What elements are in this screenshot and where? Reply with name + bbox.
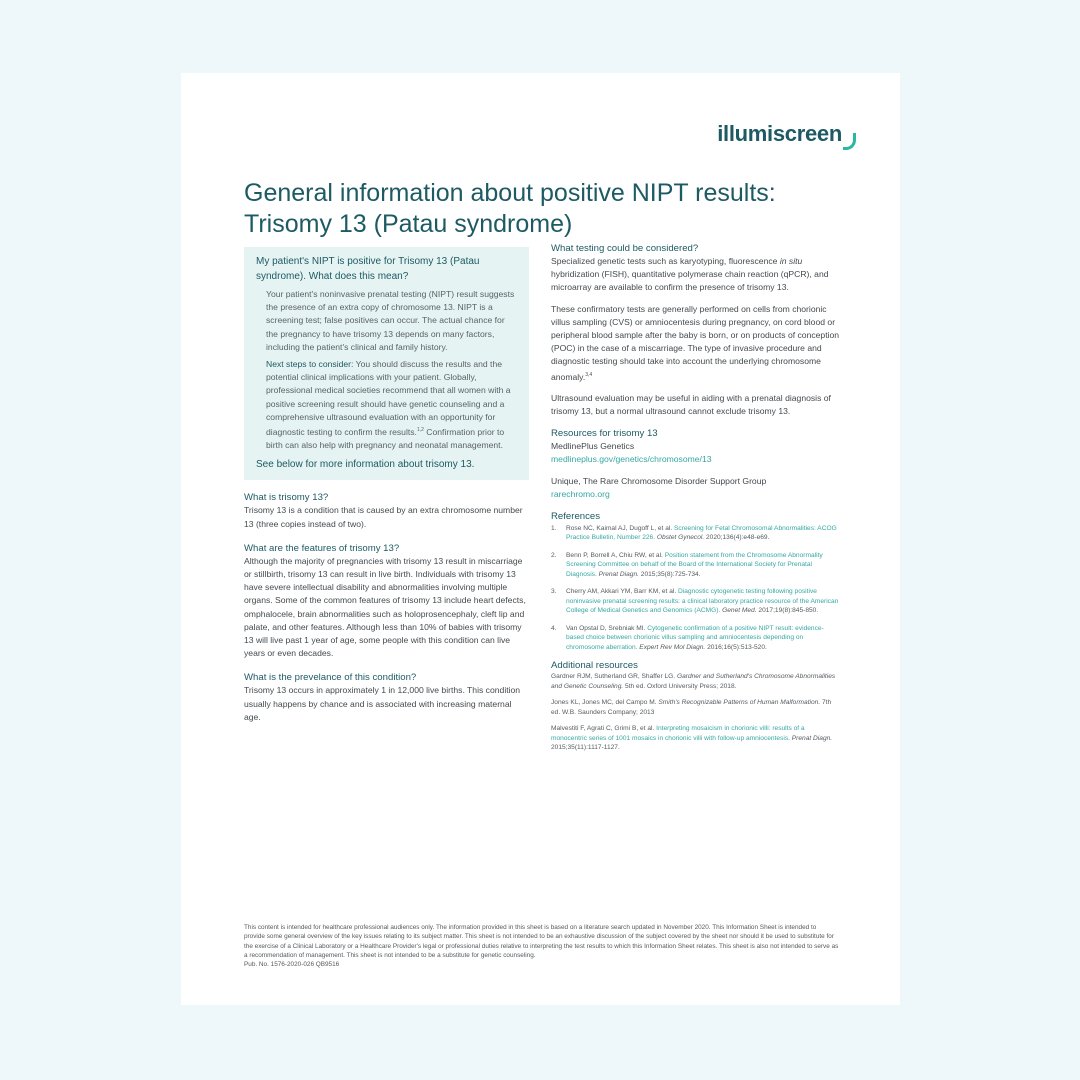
reference-item bbox=[551, 551, 841, 580]
illumiscreen-logo bbox=[717, 121, 842, 147]
references-heading: References bbox=[551, 510, 601, 522]
resources-heading: Resources for trisomy 13 bbox=[551, 428, 658, 440]
additional-heading: Additional resources bbox=[551, 660, 638, 672]
reference-authors: Rose NC, Kaimal AJ, Dugoff L, et al. bbox=[566, 524, 674, 532]
reference-number: 3. bbox=[551, 588, 557, 596]
reference-text bbox=[566, 624, 841, 653]
prevalence-heading: What is the prevelance of this condition? bbox=[244, 672, 417, 684]
section-testing bbox=[551, 243, 841, 418]
logo-swoosh-icon bbox=[843, 133, 856, 150]
testing-paragraph-2 bbox=[551, 303, 841, 384]
features-heading: What are the features of trisomy 13? bbox=[244, 542, 400, 554]
additional-2-title: Smith's Recognizable Patterns of Human Malformation. bbox=[658, 699, 821, 707]
additional-1-title: Gardner and Sutherland's Chromosome Abnormalities and Genetic Counseling. bbox=[551, 673, 836, 690]
reference-link[interactable]: Screening for Fetal Chromosomal Abnormalities: ACOG Practice Bulletin, Number 226. bbox=[566, 524, 837, 542]
additional-3-journal: Prenat Diagn. bbox=[789, 734, 833, 742]
resource-1-link[interactable]: medlineplus.gov/genetics/chromosome/13 bbox=[551, 454, 712, 465]
additional-1-authors: Gardner RJM, Sutherland GR, Shaffer LG. bbox=[551, 673, 677, 681]
title-line-1: General information about positive NIPT results: bbox=[244, 179, 776, 207]
testing-paragraph-3: Ultrasound evaluation may be useful in aiding with a prenatal diagnosis of trisomy 13, but a normal ultrasound cannot exclude trisomy 13. bbox=[551, 392, 831, 416]
callout-paragraph-1: Your patient's noninvasive prenatal testing (NIPT) result suggests the presence of an extra copy of chromosome 13. NIPT is a screening test; false positives can occur. The actual chance for the pregnancy to have trisomy 13 depends on many factors, including the patient's clinical and family history. bbox=[266, 289, 515, 352]
reference-number: 2. bbox=[551, 551, 557, 559]
see-below-text: See below for more information about trisomy 13. bbox=[256, 459, 475, 471]
reference-journal: Prenat Diagn. bbox=[596, 570, 639, 578]
section-additional-resources bbox=[551, 660, 841, 753]
references-list bbox=[551, 524, 841, 653]
citation-sup: 1,2 bbox=[416, 427, 424, 434]
publication-number: Pub. No. 1576-2020-026 QB9516 bbox=[244, 961, 340, 969]
additional-3-authors: Malvestiti F, Agrati C, Grimi B, et al. bbox=[551, 725, 657, 733]
reference-journal: Expert Rev Mol Diagn. bbox=[637, 643, 706, 651]
testing-paragraph-1 bbox=[551, 255, 841, 295]
additional-3-link[interactable]: Interpreting mosaicism in chorionic villi: results of a monocentric series of 1001 mosaics in chorionic villi with follow-up amniocentesis. bbox=[551, 725, 805, 742]
callout-paragraph-2 bbox=[266, 358, 517, 452]
testing-heading: What testing could be considered? bbox=[551, 243, 699, 254]
section-references bbox=[551, 511, 841, 653]
reference-citation: 2017;19(8):845-850. bbox=[756, 607, 819, 615]
reference-number: 4. bbox=[551, 624, 557, 632]
additional-2-citation: 7th ed. W.B. Saunders Company; 2013 bbox=[551, 699, 832, 716]
callout-heading: My patient's NIPT is positive for Trisomy 13 (Patau syndrome). What does this mean? bbox=[256, 256, 480, 282]
resource-2-name: Unique, The Rare Chromosome Disorder Support Group bbox=[551, 475, 767, 486]
next-steps-text: You should discuss the results and the potential clinical implications with your patient. Globally, professional medical societies recommend that all women with a positive screening result should have genetic counseling and a comprehensive ultrasound evaluation with an opportunity for diagnostic testing to confirm the results. bbox=[266, 359, 511, 437]
reference-item bbox=[551, 624, 841, 653]
next-steps-text-end: Confirmation prior to birth can also help with pregnancy and neonatal management. bbox=[266, 426, 505, 451]
additional-item-3 bbox=[551, 724, 841, 753]
testing-p1-b: hybridization (FISH), quantitative polymerase chain reaction (qPCR), and microarray are available to confirm the presence of trisomy 13. bbox=[551, 269, 829, 293]
info-sheet bbox=[181, 73, 900, 1005]
disclaimer-text: This content is intended for healthcare professional audiences only. The information provided in this sheet is based on a literature search updated in November 2020. This Information Sheet is intended to provide some general overview of the key issues relating to its subject matter. This sheet is not intended to be an exhaustive discussion of the subject covered by the sheet nor should it be used to substitute for the exercise of a Clinical Laboratory or a Healthcare Provider's legal or professional duties relative to interpreting the test results to which this Information Sheet relates. This sheet is also not intended to serve as a recommendation of management. This sheet is not intended to be a substitute for genetic counseling. bbox=[244, 924, 839, 959]
citation-sup: 3,4 bbox=[585, 371, 593, 378]
testing-p1-a: Specialized genetic tests such as karyotyping, fluorescence bbox=[551, 256, 780, 266]
reference-link[interactable]: Position statement from the Chromosome Abnormality Screening Committee on behalf of the Board of the International Society for Prenatal Diagnosis. bbox=[566, 551, 823, 578]
left-column bbox=[244, 247, 529, 724]
what-is-heading: What is trisomy 13? bbox=[244, 492, 329, 504]
section-prevalence bbox=[244, 672, 529, 724]
testing-p2: These confirmatory tests are generally performed on cells from chorionic villus sampling (CVS) or amniocentesis during pregnancy, on cord blood or peripheral blood sample after the baby is born, or on products of conception (POC) in the case of a miscarriage. The type of invasive procedure and diagnostic testing should take into account the underlying chromosome anomaly. bbox=[551, 303, 840, 382]
reference-authors: Cherry AM, Akkari YM, Barr KM, et al. bbox=[566, 588, 678, 596]
next-steps-label: Next steps to consider: bbox=[266, 359, 354, 370]
additional-item-1 bbox=[551, 672, 841, 691]
reference-authors: Van Opstal D, Srebniak MI. bbox=[566, 624, 648, 632]
reference-link[interactable]: Diagnostic cytogenetic testing following positive noninvasive prenatal screening results: a clinical laboratory practice resource of the American College of Medical Genetics and Genomics (ACMG). bbox=[566, 588, 839, 615]
section-resources bbox=[551, 428, 841, 501]
reference-citation: 2016;16(5):513-520. bbox=[705, 643, 767, 651]
reference-number: 1. bbox=[551, 524, 557, 532]
right-column bbox=[551, 243, 841, 763]
page-title bbox=[244, 178, 864, 240]
reference-journal: Obstet Gynecol. bbox=[655, 534, 705, 542]
additional-3-citation: 2015;35(11):1117-1127. bbox=[551, 744, 620, 752]
reference-text bbox=[566, 587, 841, 616]
features-text: Although the majority of pregnancies with trisomy 13 result in miscarriage or stillbirth, trisomy 13 can result in live birth. Individuals with trisomy 13 have severe intellectual disability and abnormalities involving multiple organs. Some of the common features of trisomy 13 include heart defects, omphalocele, brain abnormalities such as holoprosencephaly, cleft lip and palate, and other features. Although less than 10% of babies with trisomy 13 will live past 1 year of age, some people with this condition can live years or even decades. bbox=[244, 555, 526, 659]
reference-item bbox=[551, 524, 841, 543]
reference-authors: Benn P, Borrell A, Chiu RW, et al. bbox=[566, 551, 665, 559]
testing-p1-italic: in situ bbox=[779, 256, 803, 266]
prevalence-text: Trisomy 13 occurs in approximately 1 in 12,000 live births. This condition usually happens by chance and is associated with increasing maternal age. bbox=[244, 685, 521, 722]
additional-item-2 bbox=[551, 698, 841, 717]
reference-citation: 2015;35(8):725-734. bbox=[638, 570, 701, 578]
resource-2-link[interactable]: rarechromo.org bbox=[551, 488, 610, 499]
what-is-text: Trisomy 13 is a condition that is caused by an extra chromosome number 13 (three copies instead of two). bbox=[244, 505, 523, 529]
title-line-2: Trisomy 13 (Patau syndrome) bbox=[244, 210, 573, 238]
additional-2-authors: Jones KL, Jones MC, del Campo M. bbox=[551, 699, 659, 707]
reference-journal: Genet Med. bbox=[720, 607, 757, 615]
reference-text bbox=[566, 524, 841, 543]
reference-text bbox=[566, 551, 841, 580]
logo-text: illumiscreen bbox=[717, 121, 842, 146]
section-what-is bbox=[244, 492, 529, 530]
resource-1-name: MedlinePlus Genetics bbox=[551, 441, 635, 452]
reference-item bbox=[551, 587, 841, 616]
reference-link[interactable]: Cytogenetic confirmation of a positive NIPT result: evidence-based choice between chorionic villus sampling and amniocentesis depending on chromosome aberration. bbox=[566, 624, 824, 651]
section-features bbox=[244, 543, 529, 661]
summary-callout bbox=[244, 247, 529, 480]
reference-citation: 2020;136(4):e48-e69. bbox=[704, 534, 770, 542]
additional-1-citation: 5th ed. Oxford University Press; 2018. bbox=[623, 682, 737, 690]
disclaimer-footer bbox=[244, 923, 839, 969]
